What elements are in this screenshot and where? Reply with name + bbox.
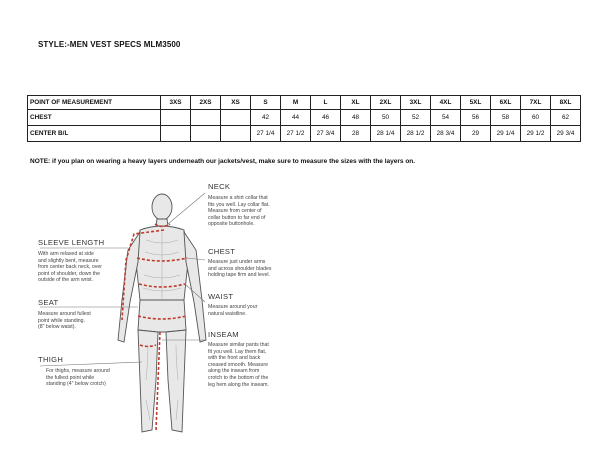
thigh-text: the fullest point while (46, 374, 95, 381)
neck-description (208, 195, 270, 228)
table-cell: 48 (341, 110, 371, 126)
inseam-text: with the front and back (208, 355, 261, 362)
header-cell: 2XS (191, 96, 221, 110)
chest-title: CHEST (208, 247, 236, 256)
table-cell: 50 (371, 110, 401, 126)
seat-text: (8" below waist). (38, 324, 76, 331)
chest-text: Measure just under arms (208, 259, 266, 265)
thigh-text: standing (4" below crotch) (46, 381, 106, 388)
chest-text: holding tape firm and level. (208, 272, 270, 279)
inseam-text: leg hem along the inseam. (208, 381, 269, 388)
sleeve-length-description (38, 251, 102, 284)
neck-text: collar button to far end of (208, 214, 266, 221)
header-cell: XS (221, 96, 251, 110)
inseam-text: creased smooth. Measure (208, 361, 268, 368)
header-cell: XL (341, 96, 371, 110)
inseam-text: Measure similar pants that (208, 342, 269, 348)
table-cell: 28 3/4 (431, 126, 461, 142)
table-cell: 27 1/4 (251, 126, 281, 142)
table-cell: 42 (251, 110, 281, 126)
page-title: STYLE:-MEN VEST SPECS MLM3500 (38, 40, 181, 49)
header-cell: 5XL (461, 96, 491, 110)
header-cell: POINT OF MEASUREMENT (28, 96, 161, 110)
sleeve-text: With arm relaxed at side (38, 251, 94, 257)
row-label: CENTER B/L (28, 126, 161, 142)
table-cell: 46 (311, 110, 341, 126)
header-cell: 6XL (491, 96, 521, 110)
neck-text: fits you well. Lay collar flat. (208, 201, 270, 208)
inseam-description (208, 342, 269, 388)
header-cell: 3XS (161, 96, 191, 110)
sleeve-length-title: SLEEVE LENGTH (38, 238, 105, 247)
sleeve-text: from center back neck, over (38, 264, 103, 271)
header-cell: 8XL (551, 96, 581, 110)
table-cell: 29 (461, 126, 491, 142)
chest-description (208, 259, 271, 279)
table-cell: 27 3/4 (311, 126, 341, 142)
table-cell: 29 3/4 (551, 126, 581, 142)
thigh-title: THIGH (38, 355, 64, 364)
inseam-title: INSEAM (208, 330, 239, 339)
header-cell: S (251, 96, 281, 110)
table-cell: 28 1/2 (401, 126, 431, 142)
seat-text: Measure around fullest (38, 311, 91, 317)
table-cell: 58 (491, 110, 521, 126)
seat-text: point while standing. (38, 317, 86, 324)
table-cell: 62 (551, 110, 581, 126)
table-cell: 28 1/4 (371, 126, 401, 142)
inseam-text: fit you well. Lay them flat, (208, 348, 267, 355)
header-cell: M (281, 96, 311, 110)
thigh-text: For thighs, measure around (46, 368, 110, 374)
neck-text: Measure a shirt collar that (208, 195, 268, 201)
waist-description (208, 304, 257, 317)
header-cell: 7XL (521, 96, 551, 110)
waist-text: Measure around your (208, 304, 258, 310)
table-cell: 56 (461, 110, 491, 126)
neck-text: Measure from center of (208, 208, 262, 215)
table-cell: 54 (431, 110, 461, 126)
header-cell: L (311, 96, 341, 110)
table-cell: 60 (521, 110, 551, 126)
waist-title: WAIST (208, 292, 234, 301)
thigh-description (46, 368, 110, 388)
sleeve-text: and slightly bent, measure (38, 257, 99, 264)
inseam-text: crotch to the bottom of the (208, 374, 269, 381)
seat-title: SEAT (38, 298, 59, 307)
table-cell: 52 (401, 110, 431, 126)
table-cell: 29 1/2 (521, 126, 551, 142)
header-cell: 3XL (401, 96, 431, 110)
sleeve-text: outside of the arm wrist. (38, 277, 94, 284)
table-cell: 28 (341, 126, 371, 142)
layering-note: NOTE: if you plan on wearing a heavy layers underneath our jackets/vest, make sure to measure the sizes with the layers on. (30, 158, 416, 165)
neck-title: NECK (208, 182, 231, 191)
inseam-text: along the inseam from (208, 368, 260, 375)
table-cell: 27 1/2 (281, 126, 311, 142)
header-cell: 4XL (431, 96, 461, 110)
neck-text: opposite buttonhole. (208, 221, 255, 228)
waist-text: natural waistline. (208, 310, 247, 317)
table-cell: 29 1/4 (491, 126, 521, 142)
seat-description (38, 311, 91, 331)
chest-text: and across shoulder blades (208, 265, 272, 272)
table-cell: 44 (281, 110, 311, 126)
row-label: CHEST (28, 110, 161, 126)
header-cell: 2XL (371, 96, 401, 110)
sleeve-text: point of shoulder, down the (38, 270, 101, 277)
